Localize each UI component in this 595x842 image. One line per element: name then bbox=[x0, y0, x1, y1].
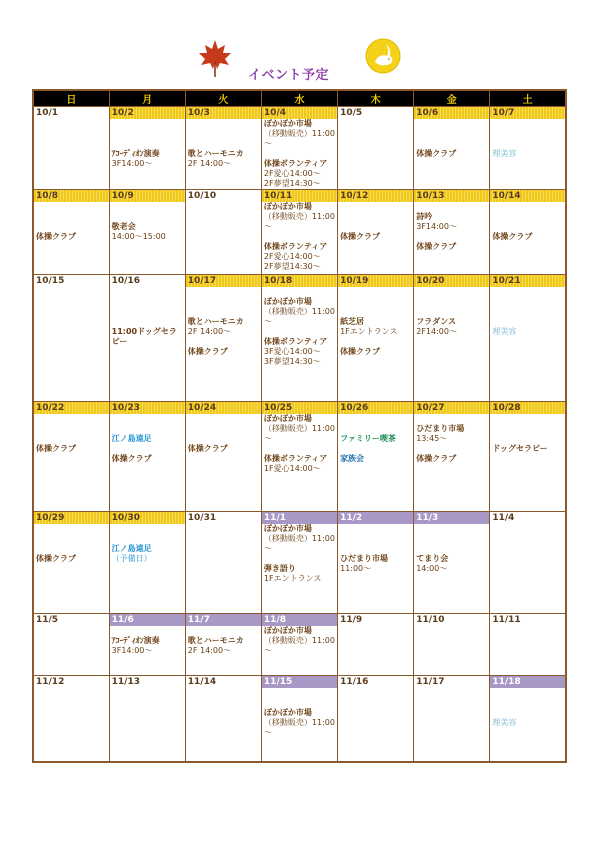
event-entry bbox=[262, 708, 337, 738]
day-date: 10/9 bbox=[110, 190, 185, 202]
day-date: 10/20 bbox=[414, 275, 489, 287]
day-cell bbox=[338, 190, 414, 275]
event-entry bbox=[414, 454, 489, 464]
event-name: 理美容 bbox=[492, 149, 517, 158]
event-entry bbox=[186, 347, 261, 357]
event-entry bbox=[414, 242, 489, 252]
event-detail: 3F夢望14:30～ bbox=[263, 357, 321, 366]
weekday-saturday: 土 bbox=[490, 90, 566, 107]
moon-rabbit-icon bbox=[365, 38, 401, 74]
day-cell bbox=[185, 614, 261, 676]
event-entry bbox=[262, 297, 337, 327]
day-date: 10/16 bbox=[111, 276, 140, 286]
day-date: 10/11 bbox=[262, 190, 337, 202]
weekday-monday: 月 bbox=[109, 90, 185, 107]
day-cell bbox=[261, 676, 337, 762]
day-date: 10/27 bbox=[414, 402, 489, 414]
event-entry bbox=[490, 327, 565, 337]
event-name: 歌とハーモニカ bbox=[187, 636, 244, 645]
event-name: ドッグセラピー bbox=[492, 444, 548, 453]
event-entry bbox=[34, 554, 109, 564]
event-entry bbox=[338, 554, 413, 574]
event-name: 体操クラブ bbox=[36, 554, 76, 563]
day-date: 11/6 bbox=[110, 614, 185, 626]
day-cell bbox=[261, 190, 337, 275]
event-entry bbox=[414, 424, 489, 444]
event-entry bbox=[262, 337, 337, 367]
day-date: 11/9 bbox=[340, 615, 363, 625]
day-cell bbox=[414, 512, 490, 614]
day-cell bbox=[109, 190, 185, 275]
event-entry bbox=[262, 564, 337, 584]
day-cell bbox=[185, 402, 261, 512]
event-name: ぽかぽか市場 bbox=[263, 524, 312, 533]
day-date: 11/11 bbox=[492, 615, 521, 625]
maple-leaf-icon bbox=[198, 38, 232, 78]
event-name: 歌とハーモニカ bbox=[187, 317, 244, 326]
day-date: 10/24 bbox=[186, 402, 261, 414]
day-cell bbox=[185, 107, 261, 190]
day-date: 11/4 bbox=[492, 513, 515, 523]
day-cell bbox=[490, 512, 566, 614]
event-name: ぽかぽか市場 bbox=[263, 202, 312, 211]
day-date: 11/12 bbox=[36, 677, 65, 687]
event-detail: 2F夢望14:30～ bbox=[263, 179, 321, 188]
week-row bbox=[33, 402, 566, 512]
day-date: 11/17 bbox=[416, 677, 445, 687]
day-date: 11/7 bbox=[186, 614, 261, 626]
day-date: 10/30 bbox=[110, 512, 185, 524]
day-cell bbox=[261, 512, 337, 614]
day-date: 11/2 bbox=[338, 512, 413, 524]
event-detail: （移動販売）11:00～ bbox=[263, 424, 335, 443]
event-name: 江ノ島遠足 bbox=[111, 544, 152, 553]
event-entry bbox=[110, 327, 185, 347]
event-entry bbox=[110, 222, 185, 242]
event-detail: 1Fエントランス bbox=[263, 574, 322, 583]
calendar-body bbox=[33, 107, 566, 762]
day-date: 10/31 bbox=[187, 513, 217, 523]
day-cell bbox=[490, 275, 566, 402]
event-name: 体操クラブ bbox=[340, 347, 381, 356]
event-entry bbox=[338, 454, 413, 464]
day-cell bbox=[109, 512, 185, 614]
event-name: 体操ボランティア bbox=[263, 159, 328, 168]
event-entry bbox=[186, 636, 261, 656]
day-date: 11/5 bbox=[36, 615, 59, 625]
event-entry bbox=[490, 444, 565, 454]
event-entry bbox=[338, 317, 413, 337]
event-entry bbox=[414, 554, 489, 574]
day-date: 10/25 bbox=[262, 402, 337, 414]
week-row bbox=[33, 676, 566, 762]
day-cell bbox=[414, 614, 490, 676]
day-date: 10/14 bbox=[490, 190, 565, 202]
day-cell bbox=[414, 190, 490, 275]
event-entry bbox=[338, 434, 413, 444]
day-date: 11/3 bbox=[414, 512, 489, 524]
day-cell bbox=[109, 676, 185, 762]
day-date: 10/10 bbox=[187, 191, 217, 201]
day-cell bbox=[261, 107, 337, 190]
day-date: 10/6 bbox=[414, 107, 489, 119]
event-detail: 2F夢望14:30～ bbox=[263, 262, 321, 271]
event-entry bbox=[338, 347, 413, 357]
event-entry bbox=[262, 159, 337, 189]
day-date: 11/1 bbox=[262, 512, 337, 524]
event-name: 歌とハーモニカ bbox=[187, 149, 244, 158]
event-detail: （予備日） bbox=[111, 554, 152, 563]
event-entry bbox=[186, 149, 261, 169]
event-entry bbox=[110, 434, 185, 444]
day-cell bbox=[33, 512, 109, 614]
day-cell bbox=[414, 107, 490, 190]
event-detail: 13:45～ bbox=[416, 434, 448, 443]
event-name: 体操クラブ bbox=[187, 347, 228, 356]
day-cell bbox=[338, 614, 414, 676]
event-entry bbox=[262, 119, 337, 149]
day-date: 10/3 bbox=[186, 107, 261, 119]
event-name: 江ノ島遠足 bbox=[111, 434, 152, 443]
event-entry bbox=[262, 202, 337, 232]
day-cell bbox=[414, 275, 490, 402]
event-detail: 11:00～ bbox=[340, 564, 372, 573]
week-row bbox=[33, 512, 566, 614]
day-date: 10/29 bbox=[34, 512, 109, 524]
day-date: 10/28 bbox=[490, 402, 565, 414]
day-date: 10/2 bbox=[110, 107, 185, 119]
event-name: 紙芝居 bbox=[340, 317, 365, 326]
event-entry bbox=[186, 444, 261, 454]
page-title: イベント予定 bbox=[248, 68, 330, 83]
event-name: 理美容 bbox=[492, 327, 517, 336]
day-cell bbox=[490, 402, 566, 512]
day-cell bbox=[414, 402, 490, 512]
event-detail: 2F愛心14:00～ bbox=[263, 169, 321, 178]
day-cell bbox=[109, 107, 185, 190]
day-cell bbox=[261, 275, 337, 402]
event-name: ぽかぽか市場 bbox=[263, 708, 312, 717]
event-name: ファミリー喫茶 bbox=[340, 434, 396, 443]
day-date: 11/16 bbox=[340, 677, 369, 687]
event-detail: 1F愛心14:00～ bbox=[263, 464, 321, 473]
weekday-header-row bbox=[33, 90, 566, 107]
day-cell bbox=[33, 107, 109, 190]
day-cell bbox=[33, 676, 109, 762]
day-cell bbox=[109, 275, 185, 402]
event-name: 理美容 bbox=[492, 718, 517, 727]
event-name: 11:00ドッグセラピー bbox=[111, 327, 177, 346]
event-name: ひだまり市場 bbox=[416, 424, 465, 433]
event-detail: （移動販売）11:00～ bbox=[263, 534, 335, 553]
event-name: ｱｺｰﾃﾞｨｵﾝ演奏 bbox=[111, 636, 160, 645]
day-cell bbox=[185, 190, 261, 275]
event-detail: 14:00～15:00 bbox=[111, 232, 166, 241]
event-entry bbox=[490, 232, 565, 242]
event-entry bbox=[338, 232, 413, 242]
day-date: 10/4 bbox=[262, 107, 337, 119]
day-date: 10/8 bbox=[34, 190, 109, 202]
event-name: てまり会 bbox=[416, 554, 449, 563]
event-entry bbox=[262, 524, 337, 554]
event-name: ぽかぽか市場 bbox=[263, 119, 312, 128]
day-date: 10/17 bbox=[186, 275, 261, 287]
day-date: 10/26 bbox=[338, 402, 413, 414]
day-date: 11/15 bbox=[262, 676, 337, 688]
event-name: 体操ボランティア bbox=[263, 454, 328, 463]
week-row bbox=[33, 107, 566, 190]
day-cell bbox=[109, 614, 185, 676]
day-date: 10/19 bbox=[338, 275, 413, 287]
event-detail: 2F 14:00～ bbox=[187, 159, 232, 168]
weekday-wednesday: 水 bbox=[261, 90, 337, 107]
event-detail: 3F14:00～ bbox=[111, 159, 153, 168]
event-name: 体操クラブ bbox=[36, 444, 76, 453]
weekday-sunday: 日 bbox=[33, 90, 109, 107]
day-cell bbox=[261, 402, 337, 512]
event-detail: 3F14:00～ bbox=[416, 222, 457, 231]
day-cell bbox=[490, 676, 566, 762]
event-name: 体操クラブ bbox=[416, 149, 457, 158]
day-date: 10/22 bbox=[34, 402, 109, 414]
event-entry bbox=[262, 414, 337, 444]
event-name: 体操クラブ bbox=[416, 454, 457, 463]
weekday-tuesday: 火 bbox=[185, 90, 261, 107]
event-name: 体操クラブ bbox=[36, 232, 76, 241]
day-cell bbox=[338, 402, 414, 512]
event-detail: 3F14:00～ bbox=[111, 646, 153, 655]
day-date: 10/23 bbox=[110, 402, 185, 414]
day-cell bbox=[414, 676, 490, 762]
day-cell bbox=[33, 190, 109, 275]
event-entry bbox=[414, 212, 489, 232]
day-cell bbox=[33, 614, 109, 676]
event-name: ぽかぽか市場 bbox=[263, 297, 312, 306]
day-cell bbox=[490, 614, 566, 676]
day-cell bbox=[33, 402, 109, 512]
day-cell bbox=[185, 512, 261, 614]
event-name: 体操クラブ bbox=[340, 232, 381, 241]
event-name: 体操ボランティア bbox=[263, 337, 328, 346]
event-entry bbox=[490, 718, 565, 728]
event-calendar bbox=[32, 89, 567, 763]
day-cell bbox=[33, 275, 109, 402]
event-entry bbox=[34, 444, 109, 454]
event-detail: 2F愛心14:00～ bbox=[263, 252, 321, 261]
day-date: 10/1 bbox=[36, 108, 59, 118]
event-detail: （移動販売）11:00～ bbox=[263, 307, 335, 326]
event-name: 体操クラブ bbox=[187, 444, 228, 453]
day-date: 10/18 bbox=[262, 275, 337, 287]
event-detail: 14:00～ bbox=[416, 564, 448, 573]
event-entry bbox=[110, 454, 185, 464]
event-name: 弾き語り bbox=[263, 564, 296, 573]
day-cell bbox=[490, 107, 566, 190]
day-date: 11/13 bbox=[111, 677, 140, 687]
event-entry bbox=[262, 626, 337, 656]
day-date: 10/21 bbox=[490, 275, 565, 287]
day-cell bbox=[338, 512, 414, 614]
event-detail: （移動販売）11:00～ bbox=[263, 212, 335, 231]
event-entry bbox=[110, 149, 185, 169]
event-entry bbox=[186, 317, 261, 337]
day-cell bbox=[185, 676, 261, 762]
event-entry bbox=[110, 636, 185, 656]
week-row bbox=[33, 275, 566, 402]
event-entry bbox=[414, 149, 489, 159]
event-detail: （移動販売）11:00～ bbox=[263, 718, 335, 737]
day-date: 10/13 bbox=[414, 190, 489, 202]
day-date: 11/10 bbox=[416, 615, 445, 625]
day-cell bbox=[261, 614, 337, 676]
day-date: 10/5 bbox=[340, 108, 363, 118]
event-entry bbox=[110, 544, 185, 564]
day-date: 11/14 bbox=[187, 677, 217, 687]
event-detail: 2F14:00～ bbox=[416, 327, 457, 336]
day-date: 11/18 bbox=[490, 676, 565, 688]
event-entry bbox=[490, 149, 565, 159]
day-cell bbox=[490, 190, 566, 275]
event-entry bbox=[34, 232, 109, 242]
event-name: ぽかぽか市場 bbox=[263, 414, 312, 423]
event-detail: 2F 14:00～ bbox=[187, 327, 232, 336]
event-entry bbox=[262, 454, 337, 474]
week-row bbox=[33, 614, 566, 676]
day-cell bbox=[109, 402, 185, 512]
day-date: 10/15 bbox=[36, 276, 65, 286]
event-entry bbox=[414, 317, 489, 337]
event-name: ｱｺｰﾃﾞｨｵﾝ演奏 bbox=[111, 149, 160, 158]
day-cell bbox=[185, 275, 261, 402]
event-name: 体操クラブ bbox=[492, 232, 533, 241]
event-detail: 3F愛心14:00～ bbox=[263, 347, 321, 356]
event-name: 体操クラブ bbox=[416, 242, 457, 251]
event-detail: 2F 14:00～ bbox=[187, 646, 232, 655]
day-cell bbox=[338, 107, 414, 190]
event-name: 詩吟 bbox=[416, 212, 433, 221]
weekday-friday: 金 bbox=[414, 90, 490, 107]
week-row bbox=[33, 190, 566, 275]
day-date: 10/7 bbox=[490, 107, 565, 119]
weekday-thursday: 木 bbox=[338, 90, 414, 107]
event-detail: （移動販売）11:00～ bbox=[263, 636, 335, 655]
event-entry bbox=[262, 242, 337, 272]
event-name: フラダンス bbox=[416, 317, 456, 326]
day-cell bbox=[338, 275, 414, 402]
event-detail: （移動販売）11:00～ bbox=[263, 129, 335, 148]
event-name: 体操ボランティア bbox=[263, 242, 328, 251]
event-name: 体操クラブ bbox=[111, 454, 152, 463]
day-cell bbox=[338, 676, 414, 762]
event-name: ひだまり市場 bbox=[340, 554, 389, 563]
event-detail: 1Fエントランス bbox=[340, 327, 398, 336]
page-header bbox=[0, 36, 595, 86]
event-name: 家族会 bbox=[340, 454, 365, 463]
day-date: 11/8 bbox=[262, 614, 337, 626]
event-name: ぽかぽか市場 bbox=[263, 626, 312, 635]
event-name: 敬老会 bbox=[111, 222, 136, 231]
day-date: 10/12 bbox=[338, 190, 413, 202]
